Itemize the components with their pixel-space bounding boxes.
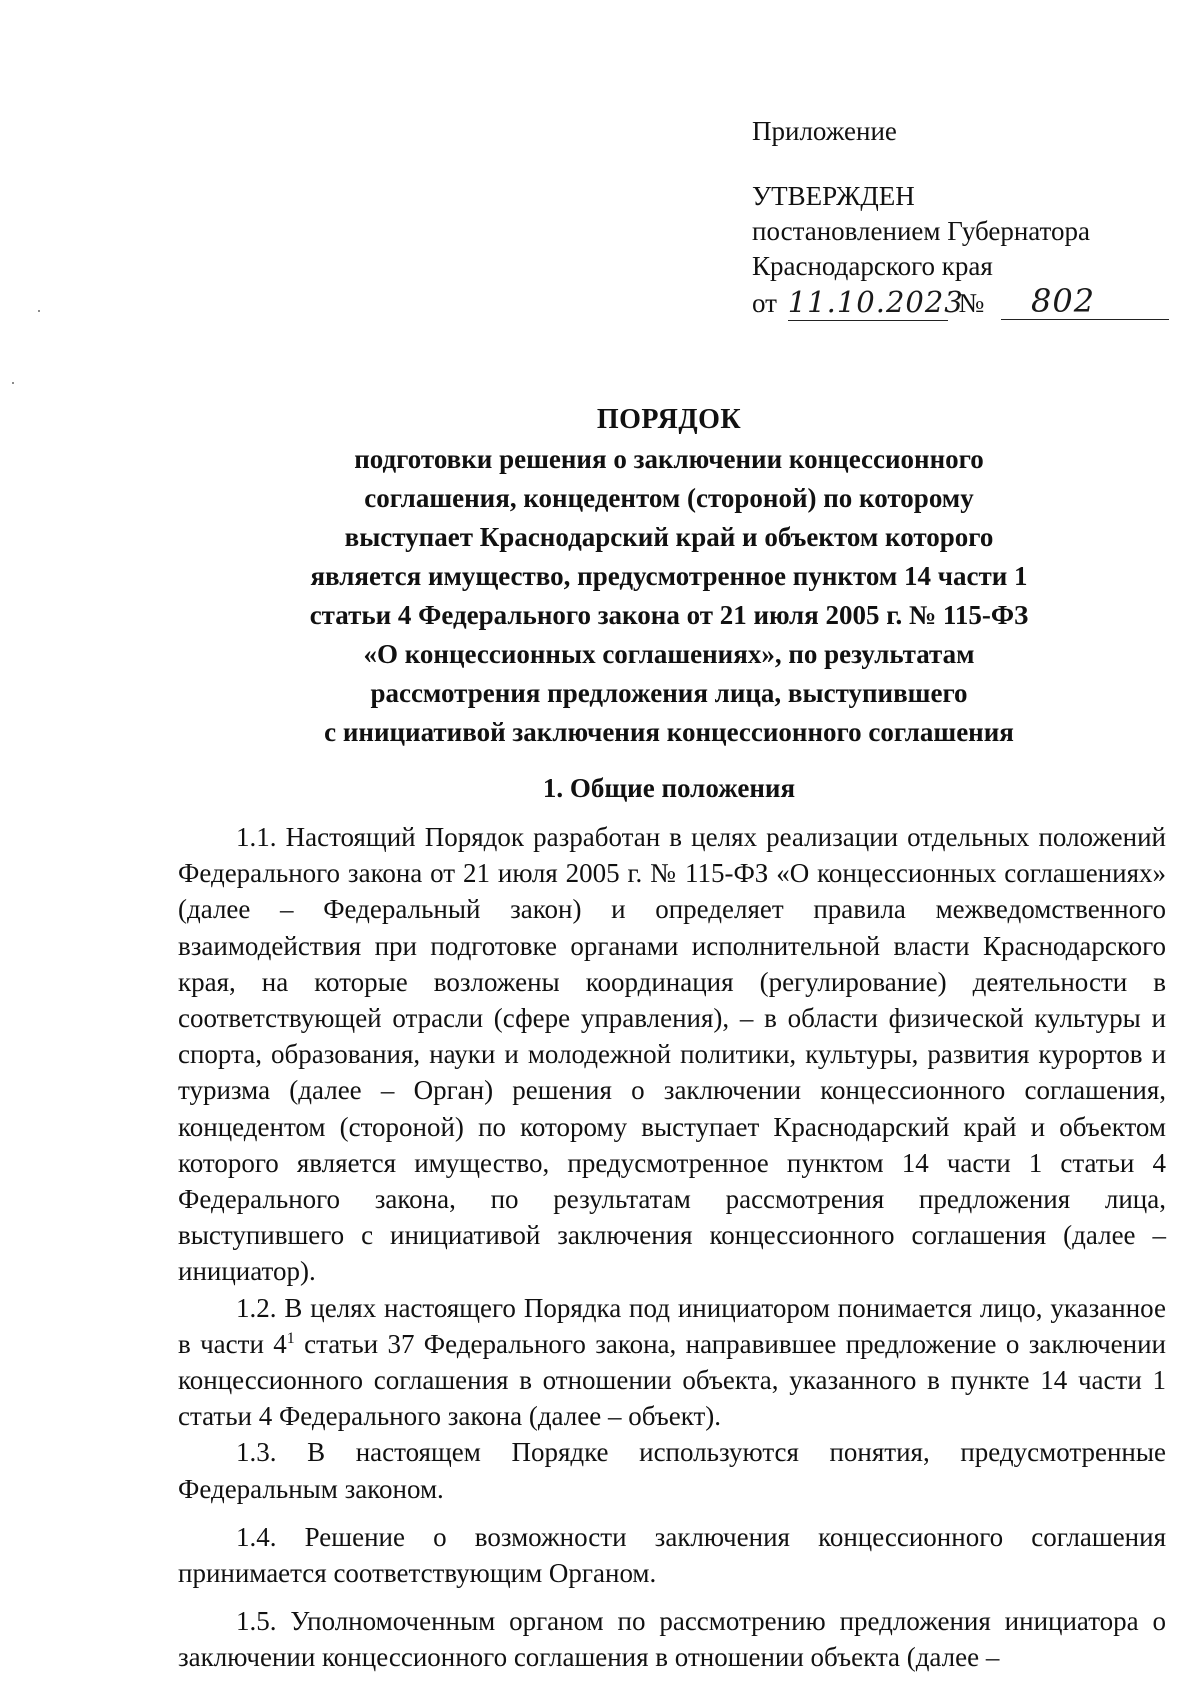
scan-speck xyxy=(38,310,40,312)
superscript-note: 1 xyxy=(286,1329,295,1347)
paragraph-1-1: 1.1. Настоящий Порядок разработан в целях реализации отдельных положений Федерального закона от 21 июля 2005 г. № 115-ФЗ «О концессионных соглашениях» (далее – Федеральный закон) и определяет правила межведомственного взаимодействия при подготовке органами исполнительной власти Краснодарского края, на которые возложены координация (регулирование) деятельности в соответствующей отрасли (сфере управления), – в области физической культуры и спорта, образования, науки и молодежной политики, культуры, развития курортов и туризма (далее – Орган) решения о заключении концессионного соглашения, концедентом (стороной) по которому выступает Краснодарский край и объектом которого является имущество, предусмотренное пунктом 14 части 1 статьи 4 Федерального закона, по результатам рассмотрения предложения лица, выступившего с инициативой заключения концессионного соглашения (далее – инициатор). xyxy=(178,822,1166,1287)
title-line: соглашения, концедентом (стороной) по которому xyxy=(364,483,974,513)
number-sign: № xyxy=(958,288,985,318)
title-line: рассмотрения предложения лица, выступившего xyxy=(370,678,968,708)
approval-authority-line2: Краснодарского края xyxy=(752,251,993,281)
paragraph-1-4: 1.4. Решение о возможности заключения концессионного соглашения принимается соответствующим Органом. xyxy=(178,1521,1166,1589)
section-body xyxy=(178,819,1166,1676)
title-line: с инициативой заключения концессионного соглашения xyxy=(324,717,1014,747)
paragraph-1-3: 1.3. В настоящем Порядке используются понятия, предусмотренные Федеральным законом. xyxy=(178,1437,1166,1504)
paragraph-1-2-end: статьи 37 Федерального закона, направившее предложение о заключении концессионного соглашения в отношении объекта, указанного в пункте 14 части 1 статьи 4 Федерального закона (далее – объект). xyxy=(178,1328,1166,1432)
scan-speck xyxy=(12,382,14,384)
paragraph-1-5: 1.5. Уполномоченным органом по рассмотрению предложения инициатора о заключении концессионного соглашения в отношении объекта (далее – xyxy=(178,1606,1166,1673)
title-line: подготовки решения о заключении концессионного xyxy=(354,444,984,474)
title-main: ПОРЯДОК xyxy=(596,404,742,435)
title-line: статьи 4 Федерального закона от 21 июля 2005 г. № 115-ФЗ xyxy=(309,600,1029,630)
document-title xyxy=(150,400,1188,752)
approval-date-number-line xyxy=(752,284,1172,321)
date-prefix: от xyxy=(752,288,777,318)
title-line: выступает Краснодарский край и объектом которого xyxy=(344,522,994,552)
approval-spacer xyxy=(752,149,1172,179)
appendix-label: Приложение xyxy=(752,116,897,146)
approval-authority-line1: постановлением Губернатора xyxy=(752,216,1090,246)
handwritten-number: 802 xyxy=(1001,284,1169,320)
title-line: «О концессионных соглашениях», по результатам xyxy=(363,639,975,669)
handwritten-date: 11.10.2023 xyxy=(787,285,964,319)
paragraph-1-2 xyxy=(178,1290,1166,1435)
paragraph-1-2-start: 1.2. В целях настоящего Порядка под инициатором понимается лицо, указанное в части 4 xyxy=(178,1292,1166,1359)
approval-stamp-block xyxy=(752,114,1172,321)
section-heading: 1. Общие положения xyxy=(542,773,796,803)
approved-label: УТВЕРЖДЕН xyxy=(752,181,915,211)
title-line: является имущество, предусмотренное пунктом 14 части 1 xyxy=(310,561,1028,591)
